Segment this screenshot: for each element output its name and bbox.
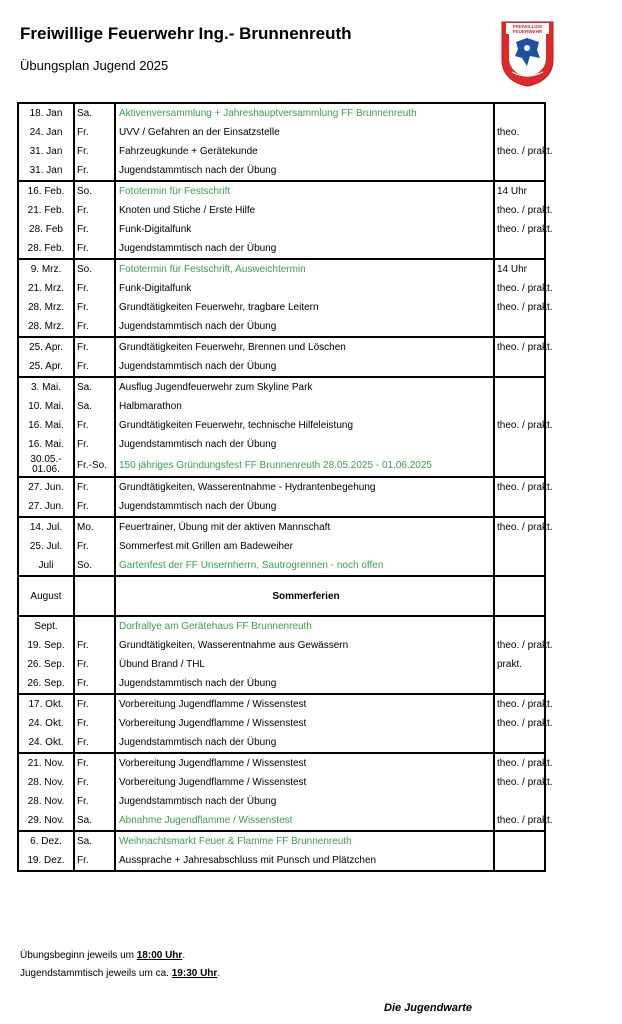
day-cell: So.: [74, 181, 115, 201]
description-cell: Jugendstammtisch nach der Übung: [115, 674, 494, 694]
note-cell: [494, 733, 545, 753]
date-cell: 28. Nov.: [18, 792, 74, 811]
date-cell: 19. Dez.: [18, 851, 74, 871]
description-cell: Vorbereitung Jugendflamme / Wissenstest: [115, 694, 494, 714]
day-cell: Fr.: [74, 477, 115, 497]
date-cell: 27. Jun.: [18, 477, 74, 497]
table-row: [18, 454, 545, 477]
date-cell: 28. Feb.: [18, 239, 74, 259]
day-cell: Fr.-So.: [74, 454, 115, 477]
table-row: [18, 616, 545, 636]
description-cell: Halbmarathon: [115, 397, 494, 416]
table-row: [18, 103, 545, 123]
table-row: [18, 556, 545, 576]
description-cell: Sommerfest mit Grillen am Badeweiher: [115, 537, 494, 556]
table-row: [18, 674, 545, 694]
start-time: 18:00 Uhr: [136, 950, 183, 961]
table-row: [18, 576, 545, 616]
date-cell: 10. Mai.: [18, 397, 74, 416]
note-cell: [494, 556, 545, 576]
day-cell: Fr.: [74, 279, 115, 298]
date-cell: 21. Mrz.: [18, 279, 74, 298]
date-cell: 24. Jan: [18, 123, 74, 142]
description-cell: Aussprache + Jahresabschluss mit Punsch und Plätzchen: [115, 851, 494, 871]
note-cell: [494, 103, 545, 123]
note-cell: [494, 377, 545, 397]
description-cell: Sommerferien: [115, 576, 494, 616]
note-cell: [494, 792, 545, 811]
note-cell: [494, 674, 545, 694]
date-cell: 25. Apr.: [18, 337, 74, 357]
note-cell: [494, 497, 545, 517]
day-cell: Fr.: [74, 416, 115, 435]
date-cell: 27. Jun.: [18, 497, 74, 517]
day-cell: Fr.: [74, 201, 115, 220]
day-cell: Fr.: [74, 714, 115, 733]
table-row: [18, 181, 545, 201]
note-cell: [494, 831, 545, 851]
note-cell: [494, 239, 545, 259]
note-cell: theo. / prakt.: [494, 416, 545, 435]
date-cell: 24. Okt.: [18, 733, 74, 753]
date-cell: 25. Apr.: [18, 357, 74, 377]
table-row: [18, 477, 545, 497]
footer-start-time: Übungsbeginn jeweils um 18:00 Uhr.: [20, 950, 186, 961]
table-row: [18, 298, 545, 317]
table-row: [18, 714, 545, 733]
description-cell: Aktivenversammlung + Jahreshauptversammlung FF Brunnenreuth: [115, 103, 494, 123]
description-cell: Vorbereitung Jugendflamme / Wissenstest: [115, 773, 494, 792]
note-cell: [494, 435, 545, 454]
date-cell: 19. Sep.: [18, 636, 74, 655]
note-cell: theo. / prakt.: [494, 517, 545, 537]
table-row: [18, 792, 545, 811]
note-cell: theo. / prakt.: [494, 714, 545, 733]
description-cell: Grundtätigkeiten Feuerwehr, Brennen und Löschen: [115, 337, 494, 357]
table-row: [18, 517, 545, 537]
date-cell: 28. Mrz.: [18, 298, 74, 317]
note-cell: [494, 357, 545, 377]
description-cell: Fahrzeugkunde + Gerätekunde: [115, 142, 494, 161]
table-row: [18, 397, 545, 416]
description-cell: Knoten und Stiche / Erste Hilfe: [115, 201, 494, 220]
date-cell: 25. Jul.: [18, 537, 74, 556]
description-cell: Übund Brand / THL: [115, 655, 494, 674]
date-cell: 9. Mrz.: [18, 259, 74, 279]
page-title: Freiwillige Feuerwehr Ing.- Brunnenreuth: [20, 24, 352, 43]
note-cell: theo. / prakt.: [494, 694, 545, 714]
description-cell: Fototermin für Festschrift: [115, 181, 494, 201]
table-row: [18, 811, 545, 831]
day-cell: Fr.: [74, 674, 115, 694]
table-row: [18, 831, 545, 851]
day-cell: Fr.: [74, 655, 115, 674]
note-cell: theo. / prakt.: [494, 201, 545, 220]
day-cell: Fr.: [74, 636, 115, 655]
svg-text:FREIWILLIGE: FREIWILLIGE: [512, 24, 543, 29]
date-cell: 17. Okt.: [18, 694, 74, 714]
day-cell: Fr.: [74, 694, 115, 714]
table-row: [18, 636, 545, 655]
description-cell: Dorfrallye am Gerätehaus FF Brunnenreuth: [115, 616, 494, 636]
note-cell: [494, 317, 545, 337]
day-cell: Fr.: [74, 851, 115, 871]
description-cell: Grundtätigkeiten Feuerwehr, technische Hilfeleistung: [115, 416, 494, 435]
day-cell: Mo.: [74, 517, 115, 537]
table-row: [18, 416, 545, 435]
table-row: [18, 161, 545, 181]
date-cell: 31. Jan: [18, 142, 74, 161]
description-cell: Jugendstammtisch nach der Übung: [115, 792, 494, 811]
day-cell: Fr.: [74, 497, 115, 517]
day-cell: Fr.: [74, 317, 115, 337]
day-cell: Sa.: [74, 103, 115, 123]
description-cell: Abnahme Jugendflamme / Wissenstest: [115, 811, 494, 831]
date-cell: 16. Mai.: [18, 435, 74, 454]
day-cell: Fr.: [74, 142, 115, 161]
footer-stammtisch-time: Jugendstammtisch jeweils um ca. 19:30 Uhr.: [20, 968, 221, 979]
day-cell: So.: [74, 259, 115, 279]
table-row: [18, 259, 545, 279]
table-row: [18, 773, 545, 792]
schedule-table: [17, 102, 553, 872]
table-row: [18, 239, 545, 259]
date-cell: 3. Mai.: [18, 377, 74, 397]
day-cell: [74, 616, 115, 636]
note-cell: theo.: [494, 123, 545, 142]
description-cell: UVV / Gefahren an der Einsatzstelle: [115, 123, 494, 142]
description-cell: Grundtätigkeiten, Wasserentnahme aus Gewässern: [115, 636, 494, 655]
note-cell: [494, 397, 545, 416]
description-cell: Funk-Digitalfunk: [115, 279, 494, 298]
day-cell: Sa.: [74, 831, 115, 851]
table-row: [18, 851, 545, 871]
table-row: [18, 435, 545, 454]
date-cell: Juli: [18, 556, 74, 576]
date-cell: 28. Nov.: [18, 773, 74, 792]
description-cell: Jugendstammtisch nach der Übung: [115, 317, 494, 337]
description-cell: Jugendstammtisch nach der Übung: [115, 161, 494, 181]
date-cell: 26. Sep.: [18, 655, 74, 674]
date-cell: Sept.: [18, 616, 74, 636]
day-cell: Fr.: [74, 537, 115, 556]
note-cell: theo. / prakt.: [494, 220, 545, 239]
table-row: [18, 220, 545, 239]
day-cell: Fr.: [74, 298, 115, 317]
description-cell: Jugendstammtisch nach der Übung: [115, 357, 494, 377]
stammtisch-time: 19:30 Uhr: [171, 968, 218, 979]
note-cell: theo. / prakt.: [494, 298, 545, 317]
svg-text:FEUERWEHR: FEUERWEHR: [512, 29, 543, 34]
note-cell: [494, 161, 545, 181]
date-cell: 18. Jan: [18, 103, 74, 123]
table-row: [18, 377, 545, 397]
day-cell: Fr.: [74, 220, 115, 239]
date-cell: 24. Okt.: [18, 714, 74, 733]
description-cell: 150 jähriges Gründungsfest FF Brunnenreuth 28.05.2025 - 01.06.2025: [115, 454, 494, 477]
table-row: [18, 317, 545, 337]
fire-department-logo: [500, 20, 555, 88]
day-cell: Sa.: [74, 811, 115, 831]
date-cell: 16. Mai.: [18, 416, 74, 435]
date-cell: 16. Feb.: [18, 181, 74, 201]
page-subtitle: Übungsplan Jugend 2025: [20, 58, 169, 73]
note-cell: theo. / prakt.: [494, 337, 545, 357]
note-cell: theo. / prakt.: [494, 636, 545, 655]
table-row: [18, 497, 545, 517]
day-cell: Fr.: [74, 435, 115, 454]
description-cell: Jugendstammtisch nach der Übung: [115, 497, 494, 517]
day-cell: Fr.: [74, 357, 115, 377]
day-cell: So.: [74, 556, 115, 576]
note-cell: [494, 576, 545, 616]
date-cell: 28. Mrz.: [18, 317, 74, 337]
description-cell: Funk-Digitalfunk: [115, 220, 494, 239]
note-cell: [494, 851, 545, 871]
description-cell: Feuertrainer, Übung mit der aktiven Mannschaft: [115, 517, 494, 537]
day-cell: Fr.: [74, 773, 115, 792]
note-cell: theo. / prakt.: [494, 142, 545, 161]
date-cell: 29. Nov.: [18, 811, 74, 831]
table-row: [18, 537, 545, 556]
note-cell: theo. / prakt.: [494, 279, 545, 298]
table-row: [18, 694, 545, 714]
date-cell: 26. Sep.: [18, 674, 74, 694]
day-cell: Fr.: [74, 753, 115, 773]
day-cell: Fr.: [74, 161, 115, 181]
day-cell: Fr.: [74, 239, 115, 259]
table-row: [18, 337, 545, 357]
note-cell: 14 Uhr: [494, 181, 545, 201]
note-cell: theo. / prakt.: [494, 811, 545, 831]
note-cell: theo. / prakt.: [494, 773, 545, 792]
date-cell: 6. Dez.: [18, 831, 74, 851]
description-cell: Gartenfest der FF Unsernherrn, Sautrogrennen - noch offen: [115, 556, 494, 576]
description-cell: Jugendstammtisch nach der Übung: [115, 733, 494, 753]
description-cell: Weihnachtsmarkt Feuer & Flamme FF Brunnenreuth: [115, 831, 494, 851]
description-cell: Grundtätigkeiten Feuerwehr, tragbare Leitern: [115, 298, 494, 317]
note-cell: theo. / prakt.: [494, 477, 545, 497]
date-cell: August: [18, 576, 74, 616]
description-cell: Jugendstammtisch nach der Übung: [115, 239, 494, 259]
note-cell: [494, 616, 545, 636]
note-cell: prakt.: [494, 655, 545, 674]
table-row: [18, 142, 545, 161]
day-cell: Fr.: [74, 123, 115, 142]
date-cell: 14. Jul.: [18, 517, 74, 537]
table-row: [18, 357, 545, 377]
day-cell: Fr.: [74, 733, 115, 753]
note-cell: theo. / prakt.: [494, 753, 545, 773]
date-cell: 28. Feb: [18, 220, 74, 239]
day-cell: Fr.: [74, 337, 115, 357]
description-cell: Vorbereitung Jugendflamme / Wissenstest: [115, 714, 494, 733]
table-row: [18, 733, 545, 753]
date-cell: 21. Feb.: [18, 201, 74, 220]
description-cell: Grundtätigkeiten, Wasserentnahme - Hydrantenbegehung: [115, 477, 494, 497]
signature: Die Jugendwarte: [384, 1002, 473, 1014]
table-row: [18, 201, 545, 220]
day-cell: [74, 576, 115, 616]
table-row: [18, 123, 545, 142]
note-cell: [494, 454, 545, 477]
table-row: [18, 753, 545, 773]
table-row: [18, 655, 545, 674]
description-cell: Jugendstammtisch nach der Übung: [115, 435, 494, 454]
date-cell: 30.05.- 01.06.: [18, 454, 74, 477]
day-cell: Fr.: [74, 792, 115, 811]
table-row: [18, 279, 545, 298]
note-cell: [494, 537, 545, 556]
note-cell: 14 Uhr: [494, 259, 545, 279]
day-cell: Sa.: [74, 377, 115, 397]
description-cell: Fototermin für Festschrift, Ausweichtermin: [115, 259, 494, 279]
date-cell: 31. Jan: [18, 161, 74, 181]
description-cell: Ausflug Jugendfeuerwehr zum Skyline Park: [115, 377, 494, 397]
day-cell: Sa.: [74, 397, 115, 416]
description-cell: Vorbereitung Jugendflamme / Wissenstest: [115, 753, 494, 773]
date-cell: 21. Nov.: [18, 753, 74, 773]
